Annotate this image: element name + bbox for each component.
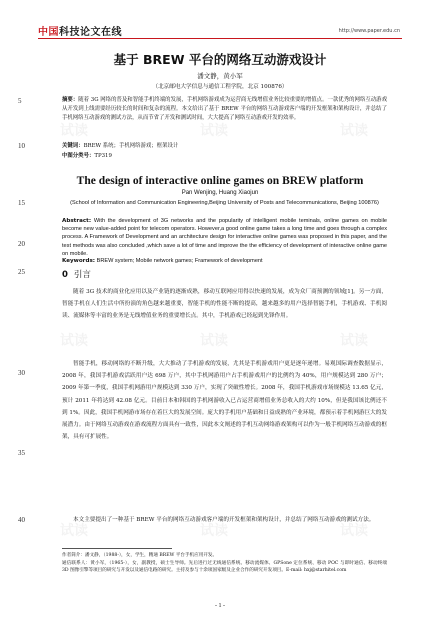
watermark: 试读: [340, 523, 368, 539]
section-number: 0: [62, 270, 68, 280]
watermark: 试读: [340, 123, 368, 139]
abstract-en-text: With the development of 3G networks and the popularity of intelligent mobile teminals, online games on mobile become new value-added point for telecom operators. However,a good online game takes a long time and goes through a complex process. A Framework of Development and an architecture design for interactive online games was proposed in this paper, and the test methods was also concluded ,which save a lot of time and improve the the efficiency of development of interactive online game on mobile.: [62, 218, 387, 257]
authors-en: Pan Wenjing, Huang Xiaojun: [181, 190, 259, 196]
watermark: 试读: [60, 523, 88, 539]
watermark: 试读: [60, 333, 88, 349]
watermark: 试读: [60, 123, 88, 139]
watermark: 试读: [340, 333, 368, 349]
section-heading: [62, 268, 91, 280]
abstract-zh: [62, 96, 387, 124]
abstract-zh-text: 随着 3G 网络的普及和智能手机终端的发展，手机网络游戏成为运营商无线增值业务比较重要的增值点。一款优秀的网络互动游戏从开发到上线需要经历较长的时间和复杂的流程。本文给出了基于 BREW 平台的网络互动游戏客户端的开发框架和架构设计，并总结了手机网络互动游戏的测试方法，从而节省了开发和测试时间，大大提高了网络互动游戏开发的效率。: [62, 97, 387, 122]
line-number: 20: [18, 240, 25, 248]
page-number: - 1 -: [215, 603, 225, 609]
body-paragraph: 智能手机，移动网络的不断升级，大大推动了手机游戏的发展，尤其是手机游戏用户更是逐年递增。易观国际调查数据显示，2008 年，我国手机游戏活跃用户达 698 万户，其中手机网游用户占手机游戏用户的比例约为 40%，用户规模达到 280 万户；2009 年第一季度，我国手机网游用户规模达到 330 万户，实现了突破性增长。2008 年，我国手机游戏市场规模达 13.65 亿元，预计 2011 年将达到 42.08 亿元。目前日本和韩国的手机网游收入已占运营商增值业务总收入的大约 10%，但是我国该比例还不到 1%。因此，我国手机网游市场存在着巨大的发展空间。庞大的手机用户基础和日益成熟的产业环境，都预示着手机网游巨大的发展潜力。由于网络互动游戏在游戏流程方面具有一致性，因此本文阐述的手机互动网络游戏架构可以作为一般手机网络互动游戏的框架，具有可扩展性。: [62, 361, 387, 441]
line-number: 30: [18, 369, 25, 377]
footnote-divider: [62, 548, 172, 549]
line-number: 10: [18, 142, 25, 150]
line-number: 25: [18, 268, 25, 276]
abstract-zh-label: 摘要：: [62, 97, 79, 103]
affiliation-zh: （北京邮电大学信息与通信工程学院，北京 100876）: [152, 84, 288, 90]
keywords-en: [62, 257, 387, 265]
site-url[interactable]: http://www.paper.edu.cn: [338, 28, 400, 34]
line-number: 15: [18, 199, 25, 207]
paper-title-zh: 基于 BREW 平台的网络互动游戏设计: [113, 52, 327, 67]
keywords-en-text: BREW system; Mobile network games; Framework of development: [96, 258, 263, 264]
page-header: [0, 0, 440, 40]
abstract-en-label: Abstract:: [62, 218, 92, 224]
keywords-zh: [62, 142, 387, 151]
keywords-zh-text: BREW 系统；手机网络游戏；框架设计: [83, 143, 179, 149]
watermark: 试读: [200, 523, 228, 539]
site-logo: 中国科技论文在线: [38, 27, 122, 38]
body-paragraph: 随着 3G 技术的商业化应用以及产业链的逐渐成熟，移动互联网应用得以快速的发展，成为众厂商预测的领域[1]。另一方面，智能手机在人们生活中所扮演的角色越来越重要，智能手机的性能不断的提高，越来越多的用户选择智能手机，手机游戏、手机阅读、流媒体等丰富的业务是无线增值业务的重要增长点。其中，手机游戏已经起到先锋作用。: [62, 289, 387, 320]
section-title: 引言: [73, 270, 91, 280]
keywords-en-label: Keywords:: [62, 258, 96, 264]
line-number: 40: [18, 516, 25, 524]
body-paragraph: 本文主要提出了一种基于 BREW 平台的网络互动游戏客户端的开发框架和架构设计，并总结了网络互动游戏的测试方法。: [73, 517, 375, 523]
footnote-contact: 通信联系人：黄小军，（1965-），女，副教授，硕士生导师。先后进行过无线通信系统、移动流媒体、GPSone 定位系统、移动 POC 与即时通信、移动终端 3D 图像引擎等项目的研究与开发以及通信电路的研究。主持及参与十余项国家级及企业合作的研究开发项目。E-mail: hxj@starhitel.com: [62, 561, 387, 574]
paper-title-en: The design of interactive online games on BREW platform: [76, 175, 364, 187]
authors-zh: 潘文静，黄小军: [197, 72, 243, 80]
line-number: 35: [18, 449, 25, 457]
watermark: 试读: [200, 123, 228, 139]
line-number: 5: [18, 97, 22, 105]
affiliation-en: (School of Information and Communication Engineering,Beijing University of Posts and Telecommunications, Beijing 100876): [70, 200, 379, 206]
clc-number: [62, 152, 387, 161]
watermark: 试读: [200, 333, 228, 349]
abstract-en: [62, 217, 387, 258]
keywords-zh-label: 关键词：: [62, 143, 84, 149]
header-divider: [38, 38, 402, 39]
clc-label: 中图分类号：: [62, 153, 95, 159]
clc-text: TP319: [94, 153, 112, 159]
footnote-author: 作者简介：潘文静，（1988-），女，学生，精通 BREW 平台手机应用开发。: [62, 553, 218, 558]
